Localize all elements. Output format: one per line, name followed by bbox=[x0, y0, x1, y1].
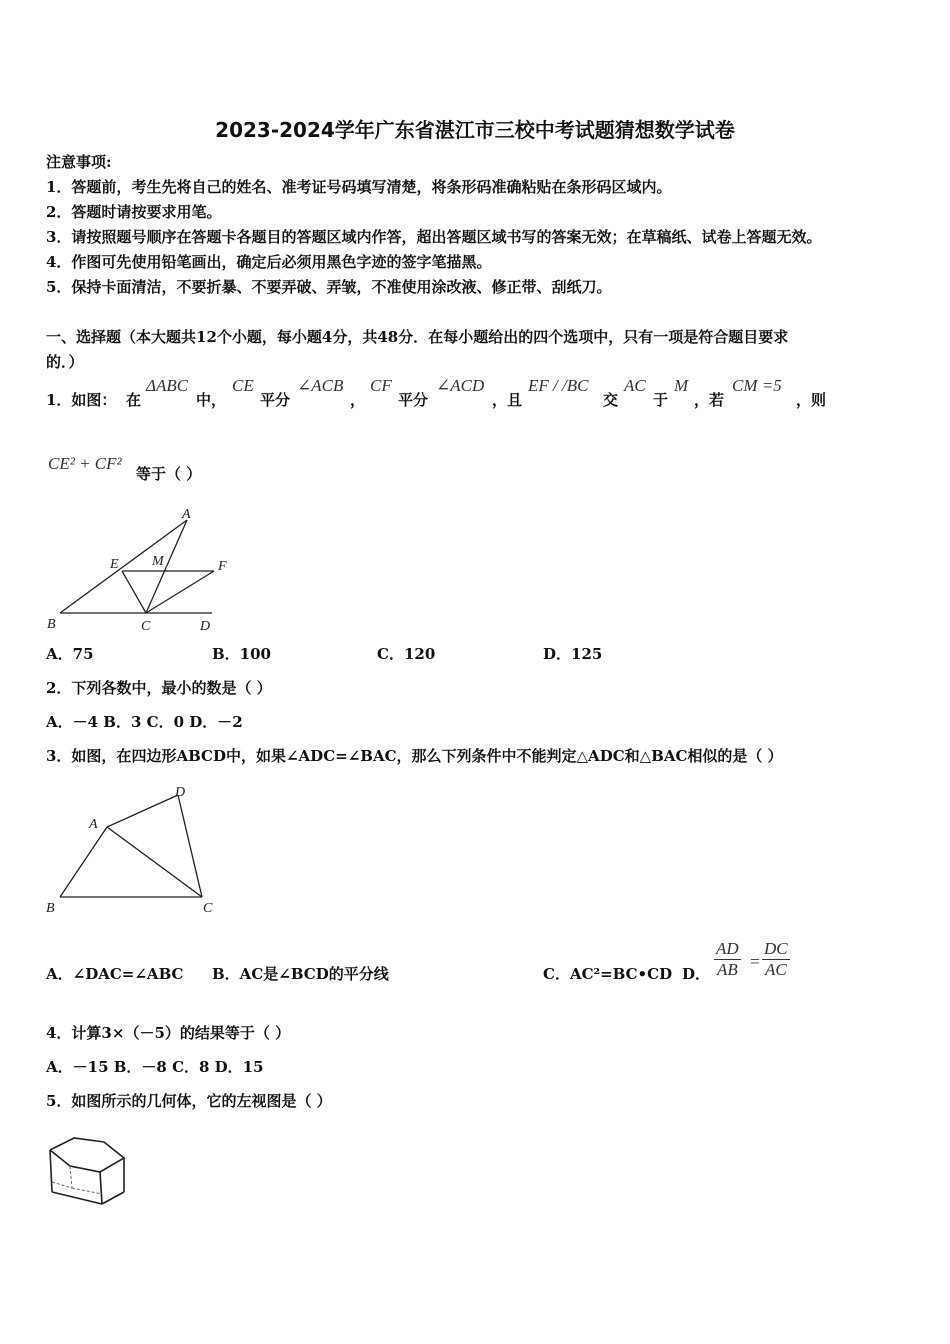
solid-hidden-edge bbox=[52, 1182, 72, 1188]
q1-math-cf: CF bbox=[370, 376, 392, 395]
label-b: B bbox=[46, 901, 55, 916]
q1-math-ce: CE bbox=[232, 376, 254, 395]
section-heading-cont: 的．） bbox=[46, 353, 84, 371]
fraction-denominator: AB bbox=[716, 960, 738, 979]
q1-math-triangle-abc: ΔABC bbox=[146, 376, 189, 395]
solid-edge bbox=[70, 1166, 100, 1172]
q2-options[interactable]: A．－4 B．3 C．0 D．－2 bbox=[46, 713, 243, 731]
label-e: E bbox=[110, 557, 119, 572]
section-heading: 一、选择题（本大题共12个小题，每小题4分，共48分．在每小题给出的四个选项中，只有一项是符合题目要求 bbox=[46, 328, 789, 346]
q1-text-ze: ，则 bbox=[796, 391, 827, 409]
line-ba bbox=[60, 827, 107, 897]
solid-edge-front bbox=[100, 1172, 102, 1204]
q1-text-yu: 于 bbox=[653, 391, 669, 409]
q3-fraction-ad-ab bbox=[714, 939, 741, 980]
label-c: C bbox=[141, 619, 151, 634]
q1-option-a[interactable]: A．75 bbox=[46, 645, 94, 663]
q1-text-comma: ， bbox=[350, 391, 366, 409]
q5-stem: 5．如图所示的几何体，它的左视图是（ ） bbox=[46, 1092, 332, 1110]
label-d: D bbox=[200, 619, 211, 634]
notice-item-5: 5．保持卡面清洁，不要折暴、不要弄破、弄皱，不准使用涂改液、修正带、刮纸刀。 bbox=[46, 278, 612, 296]
exam-title: 2023-2024学年广东省湛江市三校中考试题猜想数学试卷 bbox=[215, 118, 735, 142]
q1-text-pingfen-1: 平分 bbox=[260, 391, 291, 409]
q3-fraction-dc-ac bbox=[762, 939, 790, 980]
q3-equals-sign: = bbox=[749, 952, 761, 971]
q1-text-zhong: 中， bbox=[196, 391, 227, 409]
line-ad bbox=[107, 795, 178, 827]
fraction-numerator: DC bbox=[764, 939, 788, 958]
label-b: B bbox=[47, 617, 56, 632]
q1-text-pingfen-2: 平分 bbox=[398, 391, 429, 409]
notice-item-2: 2．答题时请按要求用笔。 bbox=[46, 203, 222, 221]
notice-item-4: 4．作图可先使用铅笔画出，确定后必须用黑色字迹的签字笔描黑。 bbox=[46, 253, 492, 271]
q3-option-a[interactable]: A．∠DAC=∠ABC bbox=[46, 965, 184, 983]
q4-stem: 4．计算3×（－5）的结果等于（ ） bbox=[46, 1024, 291, 1042]
q2-stem: 2．下列各数中，最小的数是（ ） bbox=[46, 679, 272, 697]
q1-math-ef-parallel-bc: EF / /BC bbox=[528, 376, 589, 395]
q3-stem: 3．如图，在四边形ABCD中，如果∠ADC=∠BAC，那么下列条件中不能判定△ADC和△BAC相似的是（ ） bbox=[46, 747, 783, 765]
q5-solid-figure bbox=[44, 1132, 134, 1212]
fraction-numerator: AD bbox=[716, 939, 739, 958]
label-m: M bbox=[152, 554, 164, 569]
q3-option-c[interactable]: C．AC²=BC•CD bbox=[543, 965, 673, 983]
q1-text-dengyu: 等于（ ） bbox=[136, 465, 202, 483]
q1-math-angle-acd: ∠ACD bbox=[436, 376, 485, 395]
q1-math-angle-acb: ∠ACB bbox=[297, 376, 344, 395]
q1-number: 1．如图： bbox=[46, 391, 117, 409]
label-d: D bbox=[175, 785, 186, 800]
label-a: A bbox=[182, 507, 191, 522]
q1-option-d[interactable]: D．125 bbox=[543, 645, 603, 663]
q1-math-cm-eq-5: CM =5 bbox=[732, 376, 782, 395]
q3-figure bbox=[40, 780, 225, 915]
solid-hidden-edge bbox=[72, 1188, 102, 1194]
notice-item-3: 3．请按照题号顺序在答题卡各题目的答题区域内作答，超出答题区域书写的答案无效；在草稿纸、试卷上答题无效。 bbox=[46, 228, 822, 246]
q4-options[interactable]: A．－15 B．－8 C．8 D．15 bbox=[46, 1058, 264, 1076]
q1-math-ac: AC bbox=[624, 376, 646, 395]
q3-option-d[interactable]: D． bbox=[682, 965, 711, 983]
q1-text-zai: 在 bbox=[126, 391, 142, 409]
q1-math-expression: CE² + CF² bbox=[48, 454, 122, 473]
label-f: F bbox=[218, 559, 227, 574]
q1-text-jiao: 交 bbox=[603, 391, 619, 409]
q1-math-m: M bbox=[674, 376, 689, 395]
solid-edge-left bbox=[50, 1150, 52, 1192]
q1-option-c[interactable]: C．120 bbox=[377, 645, 436, 663]
q1-text-qie: ，且 bbox=[492, 391, 523, 409]
q3-option-b[interactable]: B．AC是∠BCD的平分线 bbox=[212, 965, 389, 983]
notice-heading: 注意事项: bbox=[46, 153, 112, 171]
q1-option-b[interactable]: B．100 bbox=[212, 645, 271, 663]
notice-item-1: 1．答题前，考生先将自己的姓名、准考证号码填写清楚，将条形码准确粘贴在条形码区域内。 bbox=[46, 178, 672, 196]
solid-top-face bbox=[50, 1138, 124, 1172]
label-c: C bbox=[203, 901, 213, 916]
fraction-denominator: AC bbox=[764, 960, 787, 979]
q1-text-ruo: ，若 bbox=[694, 391, 725, 409]
solid-hidden-edge bbox=[70, 1166, 72, 1188]
label-a: A bbox=[89, 817, 98, 832]
line-ec bbox=[122, 571, 146, 613]
solid-edge-bottom-right bbox=[102, 1192, 124, 1204]
q1-figure bbox=[40, 500, 240, 635]
solid-edge-bottom bbox=[52, 1192, 102, 1204]
line-cf bbox=[146, 571, 214, 613]
